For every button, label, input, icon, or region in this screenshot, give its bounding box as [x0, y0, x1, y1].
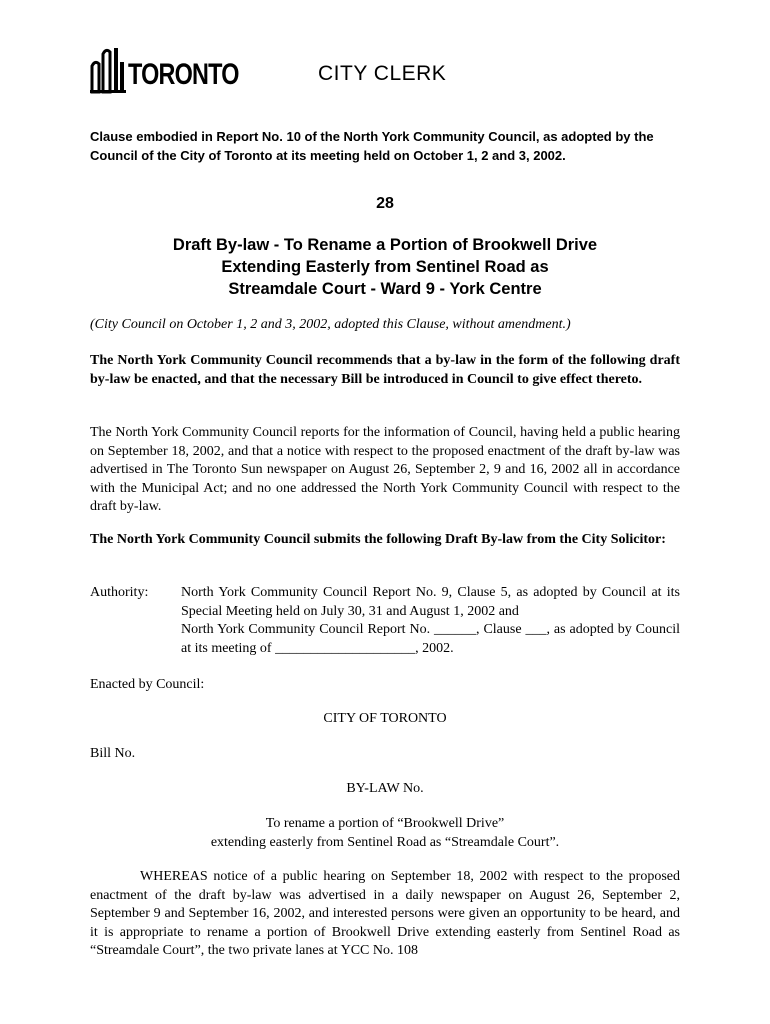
council-note: (City Council on October 1, 2 and 3, 2002, adopted this Clause, without amendment.)	[90, 317, 571, 332]
clause-intro: Clause embodied in Report No. 10 of the North York Community Council, as adopted by the Council of the City of Toronto at its meeting held on October 1, 2 and 3, 2002.	[90, 129, 654, 163]
toronto-logo	[90, 44, 250, 96]
recommendation: The North York Community Council recommends that a by-law in the form of the following draft by-law be enacted, and that the necessary Bill be introduced in Council to give effect thereto.	[90, 353, 680, 387]
whereas-paragraph: WHEREAS notice of a public hearing on September 18, 2002 with respect to the proposed enactment of the draft by-law was advertised in a daily newspaper on August 26, September 2, September 9 and September 16, 2002, and interested persons were given an opportunity to be heard, and it is appropriate to rename a portion of Brookwell Drive extending easterly from Sentinel Road as “Streamdale Court”, the two private lanes at YCC No. 108	[90, 869, 680, 959]
submits-paragraph: The North York Community Council submits the following Draft By-law from the City Solicitor:	[90, 532, 666, 547]
authority-body	[181, 584, 680, 658]
city-of-toronto-heading: CITY OF TORONTO	[323, 711, 447, 726]
purpose-line: To rename a portion of “Brookwell Drive”	[265, 816, 505, 831]
authority-line: North York Community Council Report No. ______, Clause ___, as adopted by Council at its meeting of ____________________, 2002.	[181, 622, 680, 656]
title-line: Streamdale Court - Ward 9 - York Centre	[228, 280, 542, 298]
document-title	[0, 234, 770, 300]
bill-number: Bill No.	[90, 746, 136, 761]
logo-wordmark: TORONTO	[128, 58, 239, 91]
bylaw-purpose	[0, 815, 770, 852]
title-line: Extending Easterly from Sentinel Road as	[221, 258, 549, 276]
authority-line: North York Community Council Report No. 9, Clause 5, as adopted by Council at its Special Meeting held on July 30, 31 and August 1, 2002 and	[181, 585, 680, 619]
report-paragraph: The North York Community Council reports for the information of Council, having held a public hearing on September 18, 2002, and that a notice with respect to the proposed enactment of the draft by-law was advertised in The Toronto Sun newspaper on August 26, September 2, 9 and 16, 2002 all in accordance with the Municipal Act; and no one addressed the North York Community Council with respect to the draft by-law.	[90, 425, 680, 515]
city-hall-icon	[90, 44, 126, 94]
enacted-by: Enacted by Council:	[90, 677, 205, 692]
purpose-line: extending easterly from Sentinel Road as “Streamdale Court”.	[210, 834, 560, 850]
title-line: Draft By-law - To Rename a Portion of Brookwell Drive	[172, 236, 598, 254]
bylaw-number: BY-LAW No.	[346, 781, 424, 796]
header-title: CITY CLERK	[318, 62, 447, 85]
authority-label: Authority:	[90, 585, 149, 600]
item-number: 28	[376, 195, 394, 212]
